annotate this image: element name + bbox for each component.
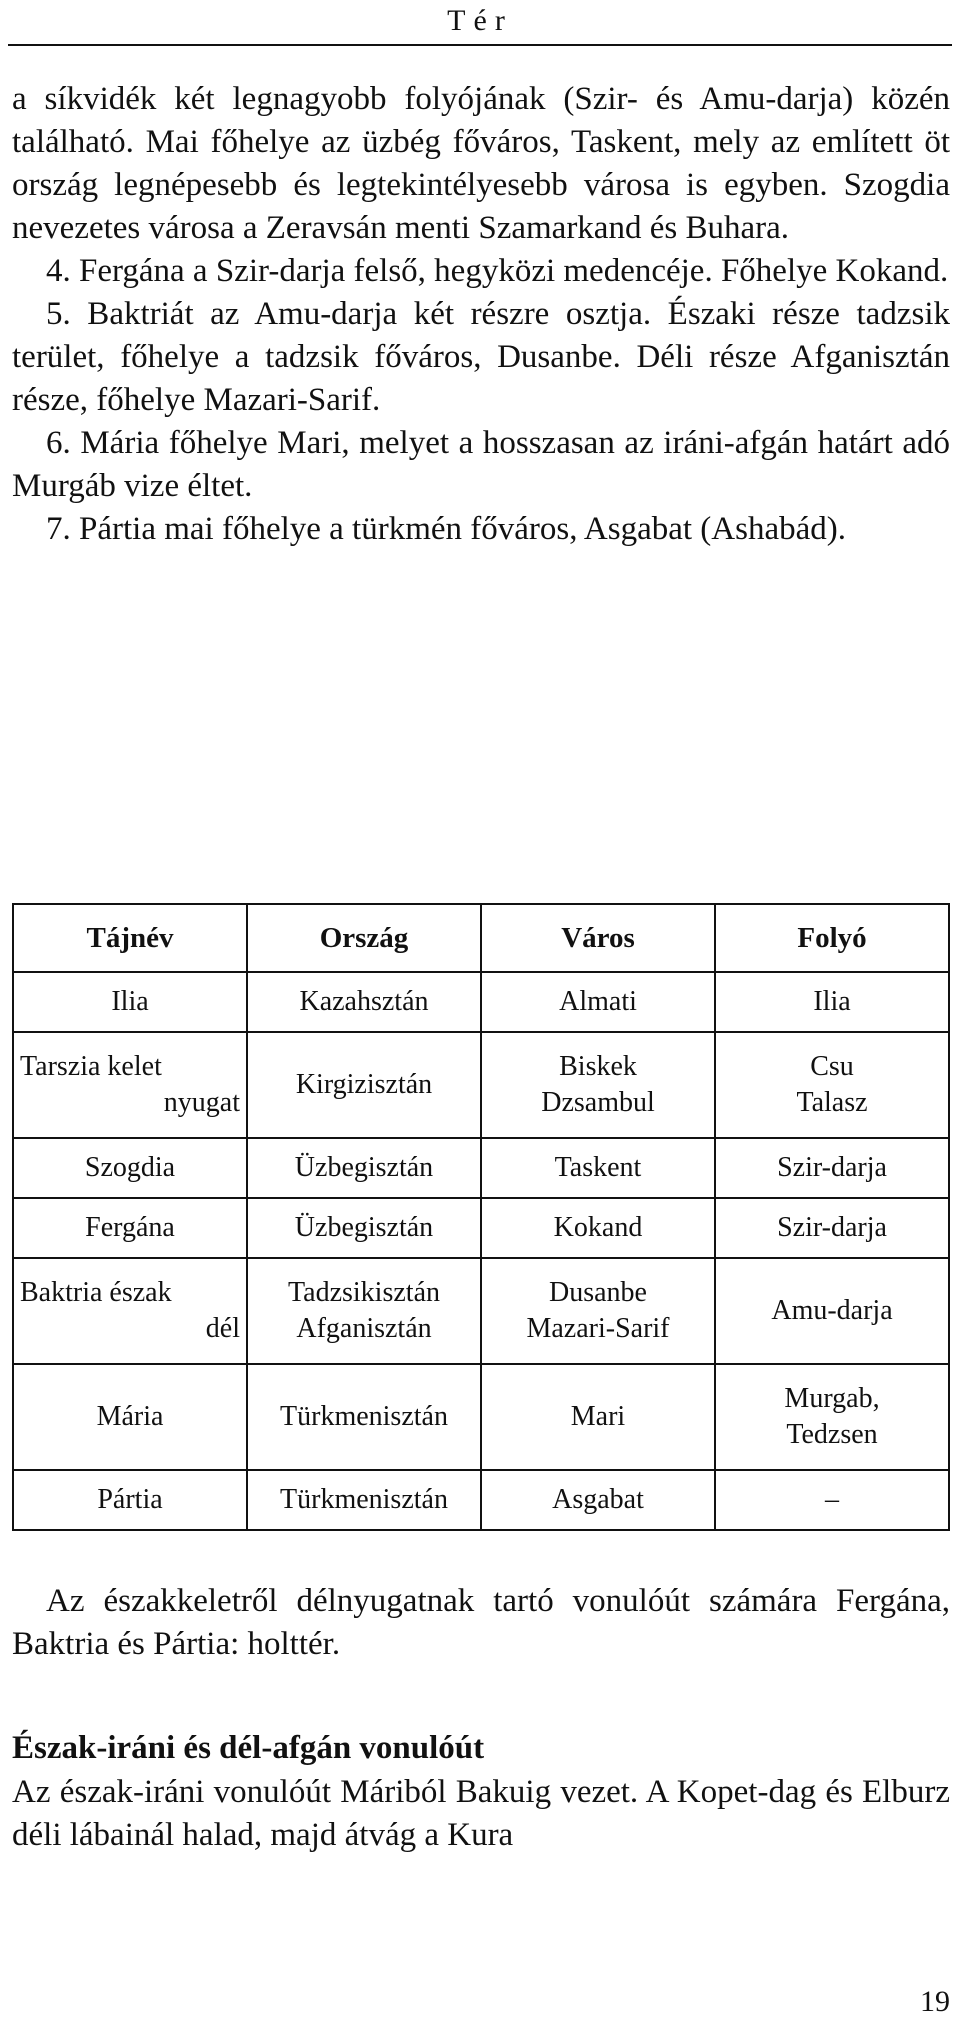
cell-folyo: Ilia	[715, 972, 949, 1032]
table-row	[13, 1032, 949, 1138]
after-table-text	[12, 1580, 950, 1666]
cell-tajnev: Fergána	[13, 1198, 247, 1258]
cell-orszag: Tadzsikisztán Afganisztán	[247, 1258, 481, 1364]
cell-tajnev: Pártia	[13, 1470, 247, 1530]
cell-folyo: Szir-darja	[715, 1138, 949, 1198]
cell-orszag: Üzbegisztán	[247, 1198, 481, 1258]
table-row	[13, 1364, 949, 1470]
header-rule	[8, 44, 952, 46]
column-header-tajnev: Tájnév	[13, 904, 247, 972]
cell-orszag: Türkmenisztán	[247, 1470, 481, 1530]
cell-orszag: Üzbegisztán	[247, 1138, 481, 1198]
paragraph: 5. Baktriát az Amu-darja két részre osztja. Északi része tadzsik terület, főhelye a tadzsik főváros, Dusanbe. Déli része Afganisztán része, főhelye Mazari-Sarif.	[12, 296, 950, 418]
intro-text	[12, 78, 950, 551]
cell-tajnev: Mária	[13, 1364, 247, 1470]
cell-orszag: Türkmenisztán	[247, 1364, 481, 1470]
cell-orszag: Kirgizisztán	[247, 1032, 481, 1138]
table-row	[13, 1470, 949, 1530]
cell-varos: Biskek Dzsambul	[481, 1032, 715, 1138]
header-title: Tér	[447, 4, 513, 37]
column-header-varos: Város	[481, 904, 715, 972]
running-header	[0, 0, 960, 50]
column-header-folyo: Folyó	[715, 904, 949, 972]
paragraph: Az északkeletről délnyugatnak tartó vonulóút számára Fergána, Baktria és Pártia: holttér.	[12, 1583, 950, 1662]
cell-tajnev: Baktria észak dél	[13, 1258, 247, 1364]
column-header-orszag: Ország	[247, 904, 481, 972]
section-heading: Észak-iráni és dél-afgán vonulóút	[12, 1730, 485, 1766]
cell-varos: Asgabat	[481, 1470, 715, 1530]
table-row	[13, 1198, 949, 1258]
data-table	[12, 903, 950, 1531]
cell-tajnev: Szogdia	[13, 1138, 247, 1198]
cell-varos: Kokand	[481, 1198, 715, 1258]
paragraph: 6. Mária főhelye Mari, melyet a hosszasan az iráni-afgán határt adó Murgáb vize éltet.	[12, 425, 950, 504]
table-row	[13, 1258, 949, 1364]
table-header-row	[13, 904, 949, 972]
paragraph: a síkvidék két legnagyobb folyójának (Szir- és Amu-darja) közén található. Mai főhelye az üzbég főváros, Taskent, mely az említett öt ország legnépesebb és legtekintélyesebb városa is egyben. Szogdia nevezetes városa a Zeravsán menti Szamarkand és Buhara.	[12, 81, 950, 246]
cell-folyo: Amu-darja	[715, 1258, 949, 1364]
cell-folyo: Szir-darja	[715, 1198, 949, 1258]
cell-varos: Taskent	[481, 1138, 715, 1198]
cell-varos: Dusanbe Mazari-Sarif	[481, 1258, 715, 1364]
cell-tajnev: Tarszia kelet nyugat	[13, 1032, 247, 1138]
cell-orszag: Kazahsztán	[247, 972, 481, 1032]
table-row	[13, 972, 949, 1032]
cell-folyo: Csu Talasz	[715, 1032, 949, 1138]
cell-folyo: –	[715, 1470, 949, 1530]
paragraph: Az észak-iráni vonulóút Máriból Bakuig vezet. A Kopet-dag és Elburz déli lábainál halad, majd átvág a Kura	[12, 1774, 950, 1853]
cell-folyo: Murgab, Tedzsen	[715, 1364, 949, 1470]
section-text	[12, 1771, 950, 1857]
region-table	[12, 903, 950, 1531]
cell-varos: Almati	[481, 972, 715, 1032]
table-row	[13, 1138, 949, 1198]
cell-varos: Mari	[481, 1364, 715, 1470]
paragraph: 7. Pártia mai főhelye a türkmén főváros, Asgabat (Ashabád).	[46, 511, 847, 547]
paragraph: 4. Fergána a Szir-darja felső, hegyközi medencéje. Főhelye Kokand.	[46, 253, 949, 289]
cell-tajnev: Ilia	[13, 972, 247, 1032]
page-number: 19	[920, 1985, 950, 2018]
